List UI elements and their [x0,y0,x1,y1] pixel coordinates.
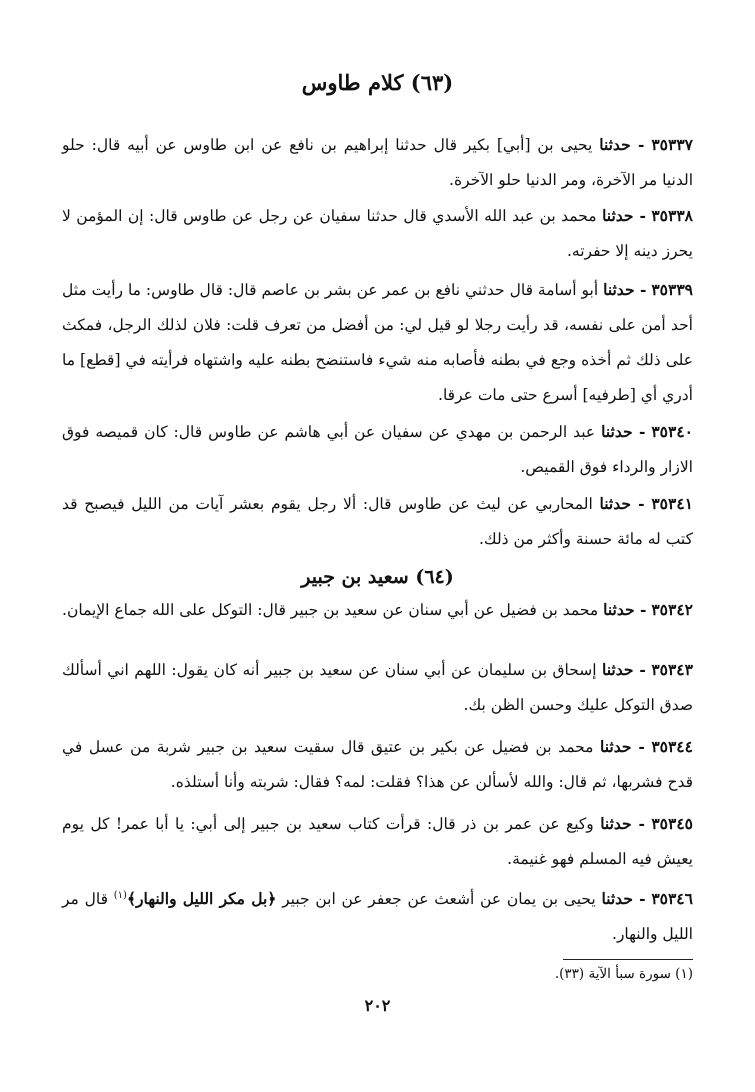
hadith-number: ٣٥٣٣٨ [651,206,693,225]
hadith-text: محمد بن فضيل عن أبي سنان عن سعيد بن جبير قال: التوكل على الله جماع الإيمان. [62,601,599,619]
hadith-lead: - حدثنا [599,494,645,513]
hadith-lead: - حدثنا [602,660,646,679]
hadith-text: يحيى بن يمان عن أشعث عن جعفر عن ابن جبير [282,890,596,909]
hadith-number: ٣٥٣٤٦ [651,889,693,909]
hadith-entry [62,272,693,413]
hadith-number: ٣٥٣٤٠ [651,422,693,441]
hadith-entry [62,127,693,198]
hadith-number: ٣٥٣٣٧ [651,135,693,154]
hadith-lead: - حدثنا [599,737,645,756]
section-heading-said: (٦٤) سعيد بن جبير [301,566,454,588]
hadith-entry [62,878,693,952]
footnote-reference[interactable]: (١) [113,890,127,901]
quran-quote: ﴿بل مكر الليل والنهار﴾ [126,889,277,909]
hadith-text: عبد الرحمن بن مهدي عن سفيان عن أبي هاشم عن طاوس قال: كان قميصه فوق الازار والرداء فوق القميص. [62,423,693,476]
hadith-text: محمد بن عبد الله الأسدي قال حدثنا سفيان عن رجل عن طاوس قال: إن المؤمن لا يحرز دينه إلا حفرته. [62,207,693,260]
hadith-number: ٣٥٣٣٩ [651,280,693,299]
hadith-number: ٣٥٣٤٤ [651,737,693,756]
hadith-entry [62,414,693,485]
hadith-lead: - حدثنا [601,889,646,909]
footnote: (١) سورة سبأ الآية (٣٣). [554,966,693,982]
hadith-lead: - حدثنا [599,135,645,154]
hadith-text: إسحاق بن سليمان عن أبي سنان عن سعيد بن جبير أنه كان يقول: اللهم اني أسألك صدق التوكل عليك وحسن الظن بك. [62,661,693,714]
hadith-entry [62,806,693,877]
hadith-entry [62,729,693,800]
hadith-entry [62,652,693,723]
hadith-text: يحيى بن [أبي] بكير قال حدثنا إبراهيم بن نافع عن ابن طاوس عن أبيه قال: حلو الدنيا مر الآخرة، ومر الدنيا حلو الآخرة. [62,136,693,189]
hadith-number: ٣٥٣٤٣ [651,660,693,679]
hadith-lead: - حدثنا [603,280,647,299]
footnote-divider [563,959,693,960]
page-number: ٢٠٢ [364,996,391,1015]
hadith-text: وكيع عن عمر بن ذر قال: قرأت كتاب سعيد بن جبير إلى أبي: يا أبا عمر! كل يوم يعيش فيه المسلم فهو غنيمة. [62,815,693,868]
hadith-lead: - حدثنا [603,600,647,619]
hadith-lead: - حدثنا [601,422,646,441]
hadith-number: ٣٥٣٤٥ [651,814,693,833]
hadith-number: ٣٥٣٤٢ [651,600,693,619]
hadith-text: أبو أسامة قال حدثني نافع بن عمر عن بشر بن عاصم قال: قال طاوس: ما رأيت مثل أحد أمن على نفسه، قد رأيت رجلا لو قيل لي: من أفضل من تعرف قلت: فلان لذلك الرجل، فمكث على ذلك ثم أخذه وجع في بطنه فأصابه منه شيء فاستنضح بطنه عليه واشتهاه فرأيته في [قطع] ما أدري أي [طرفيه] أسرع حتى مات عرقا. [62,281,693,404]
hadith-lead: - حدثنا [602,206,646,225]
hadith-text: قال مر الليل والنهار. [62,890,693,944]
hadith-entry [62,198,693,269]
hadith-entry [62,486,693,557]
hadith-text: المحاربي عن ليث عن طاوس قال: ألا رجل يقوم بعشر آيات من الليل فيصبح قد كتب له مائة حسنة وأكثر من ذلك. [62,495,693,548]
hadith-lead: - حدثنا [600,814,645,833]
section-heading-tawus: (٦٣) كلام طاوس [301,70,454,95]
hadith-text: محمد بن فضيل عن بكير بن عتيق قال سقيت سعيد بن جبير شربة من عسل في قدح فشربها، ثم قال: والله لأسألن عن هذا؟ فقلت: لمه؟ فقال: شربته وأنا أستلذه. [62,738,693,791]
hadith-entry [62,592,693,628]
hadith-number: ٣٥٣٤١ [651,494,693,513]
